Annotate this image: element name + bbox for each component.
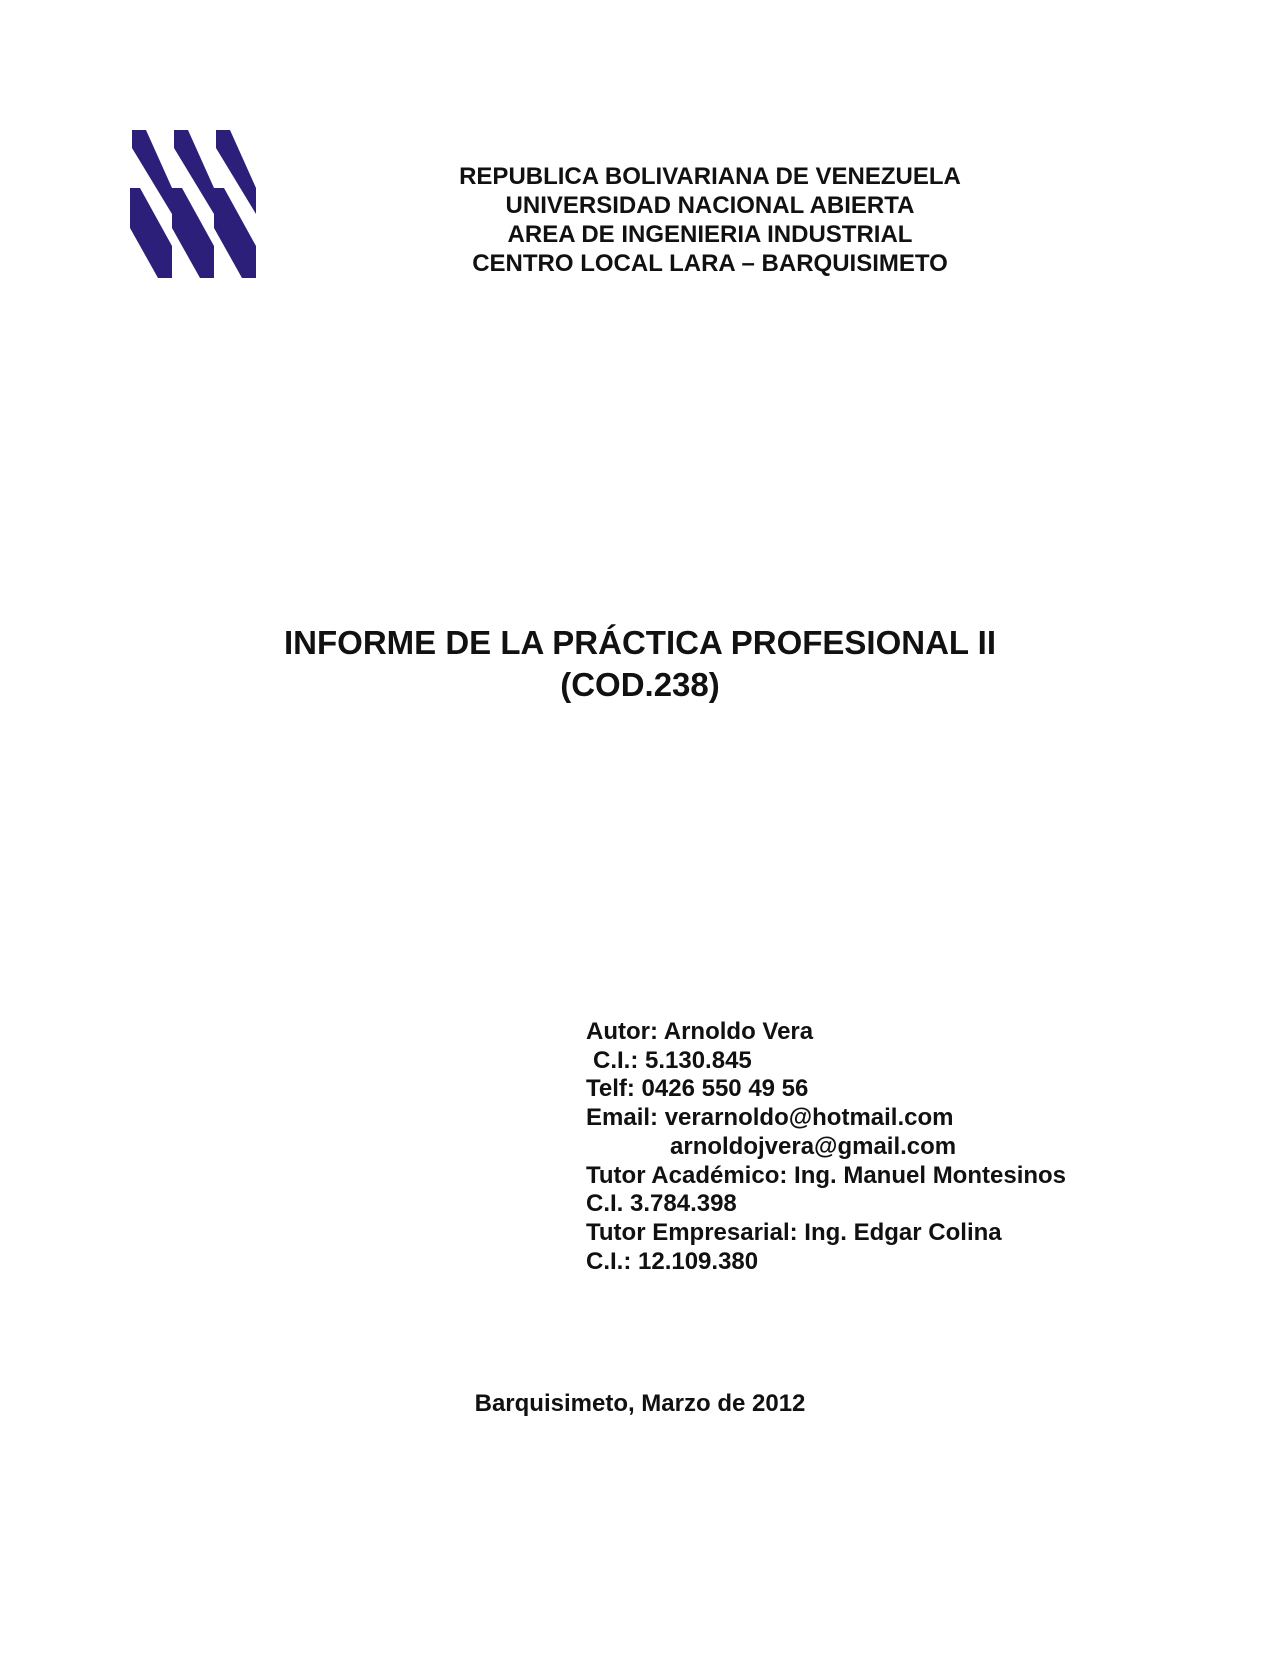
author-email-primary: Email: verarnoldo@hotmail.com [586, 1104, 954, 1132]
business-tutor-id: C.I.: 12.109.380 [586, 1247, 759, 1275]
title-line-code: (COD.238) [560, 666, 720, 703]
title-line-main: INFORME DE LA PRÁCTICA PROFESIONAL II [284, 624, 996, 661]
author-info-block [586, 1018, 1206, 1276]
institution-header [430, 162, 990, 278]
academic-tutor: Tutor Académico: Ing. Manuel Montesinos [586, 1161, 1067, 1189]
document-title [200, 622, 1080, 706]
academic-tutor-id: C.I. 3.784.398 [586, 1190, 737, 1218]
header-line-center: CENTRO LOCAL LARA – BARQUISIMETO [472, 250, 948, 277]
place-date: Barquisimeto, Marzo de 2012 [474, 1390, 806, 1417]
una-logo-icon [128, 128, 258, 278]
author-name: Autor: Arnoldo Vera [586, 1018, 814, 1045]
author-email-secondary: arnoldojvera@gmail.com [670, 1132, 957, 1160]
author-phone: Telf: 0426 550 49 56 [586, 1075, 809, 1103]
author-id: C.I.: 5.130.845 [593, 1046, 752, 1074]
business-tutor: Tutor Empresarial: Ing. Edgar Colina [586, 1218, 1002, 1246]
header-line-area: AREA DE INGENIERIA INDUSTRIAL [507, 221, 913, 248]
header-line-university: UNIVERSIDAD NACIONAL ABIERTA [505, 192, 915, 219]
header-line-country: REPUBLICA BOLIVARIANA DE VENEZUELA [459, 163, 961, 190]
